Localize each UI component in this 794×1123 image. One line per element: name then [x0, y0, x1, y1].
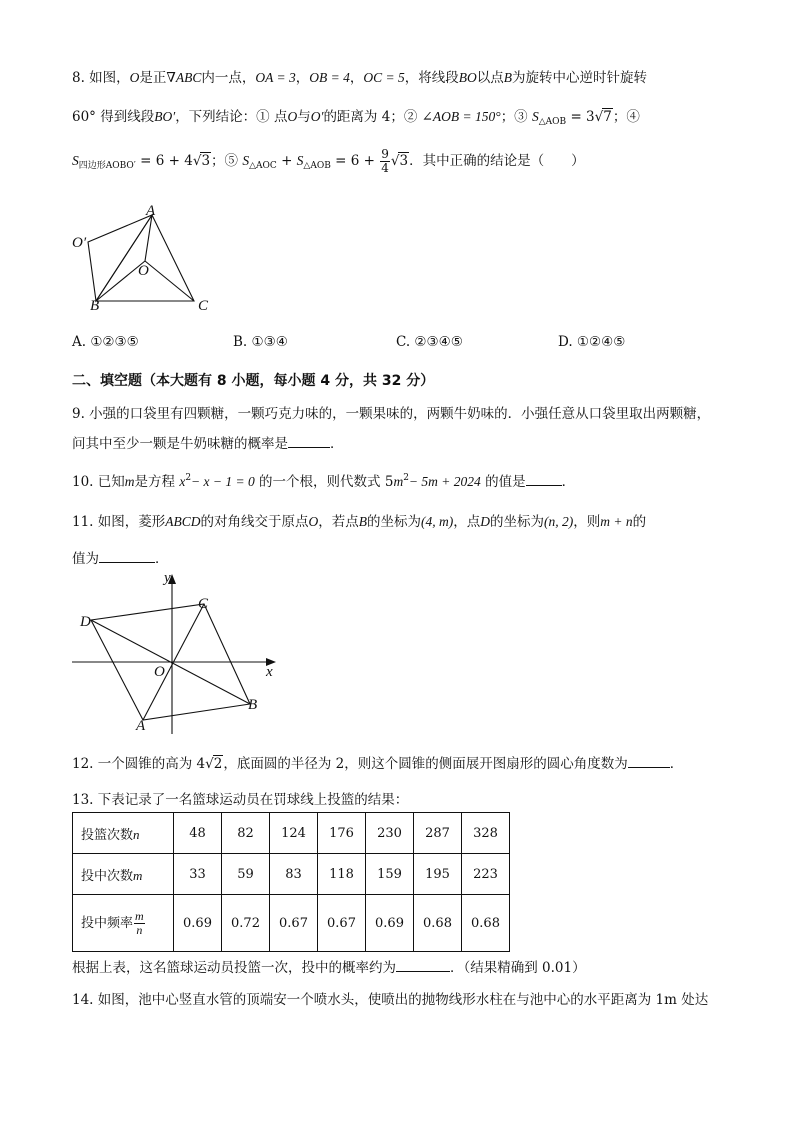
text: 值为: [72, 551, 99, 567]
text: 内一点，: [201, 70, 256, 86]
text: 投中次数: [81, 868, 134, 884]
option-d[interactable]: D. ①②④⑤: [558, 334, 626, 350]
q8-line3: $S_{四边形AOBO'} = 6 + 4√3$；⑤ $S_{\triangle AOC} + S_{\triangle AOB} = 6$ + $\frac{9}{4}$ √3．其中正确的结论是（ ）: [72, 147, 585, 175]
text: ，若点: [318, 514, 359, 530]
math: n: [133, 826, 140, 842]
fraction: [380, 148, 390, 175]
math: B: [358, 514, 368, 529]
text: ．（结果精确到 0.01）: [450, 960, 586, 976]
text: 是方程: [134, 474, 176, 490]
q8-line1: 8. 如图，O是正∇ABC内一点，OA = 3，OB = 4，OC = 5，将线段BO以点B为旋转中心逆时针旋转: [72, 70, 647, 86]
label-c: C: [198, 596, 209, 612]
table-cell: 223: [462, 854, 510, 895]
text: 的: [632, 514, 647, 530]
table-cell: 0.68: [462, 895, 510, 952]
q13-intro: 13. 下表记录了一名篮球运动员在罚球线上投篮的结果：: [72, 792, 409, 808]
text: = 6 +: [335, 153, 375, 169]
math: m + n: [600, 514, 633, 529]
text: 8. 如图，: [72, 70, 130, 86]
math: − 5m + 2024: [408, 474, 481, 489]
table-cell: 195: [414, 854, 462, 895]
text: +: [281, 153, 293, 169]
q13-after: [72, 956, 586, 976]
table-cell: 176: [318, 813, 366, 854]
table-row: [73, 854, 510, 895]
math: (4, m): [421, 514, 454, 529]
label-a: A: [136, 718, 146, 734]
label-b: B: [90, 298, 100, 314]
text: 12. 一个圆锥的高为 4: [72, 756, 206, 772]
radicand: 3: [399, 153, 409, 169]
fraction: [134, 910, 145, 937]
q8-line2: 60° 得到线段BO′，下列结论：① 点O与O′的距离为 4；② ∠AOB = 150°；③ $S_{\triangle AOB} = 3√7$；④: [72, 109, 640, 127]
radicand: 7: [603, 109, 612, 125]
math: S: [296, 153, 304, 168]
text: 问其中至少一颗是牛奶味糖的概率是: [72, 436, 288, 452]
section-heading: 二、填空题（本大题有 8 小题，每小题 4 分，共 32 分）: [72, 373, 435, 389]
text: ；④: [612, 109, 640, 125]
text: 根据上表，这名篮球运动员投篮一次，投中的概率约为: [72, 960, 396, 976]
text: ．: [155, 551, 169, 567]
table-cell: 0.68: [414, 895, 462, 952]
q9-line1: 9. 小强的口袋里有四颗糖，一颗巧克力味的，一颗果味的，两颗牛奶味的．小强任意从口袋里取出两颗糖，: [72, 406, 711, 422]
text: 的坐标为: [367, 514, 422, 530]
q12-line: 12. 一个圆锥的高为 4√2，底面圆的半径为 2，则这个圆锥的侧面展开图扇形的圆心角度数为 ．: [72, 752, 683, 772]
text: ，则: [573, 514, 601, 530]
math: O: [308, 514, 319, 529]
text: 与: [297, 109, 311, 125]
text: ；③: [500, 109, 528, 125]
label-o: O: [154, 664, 165, 680]
table-cell: 159: [366, 854, 414, 895]
answer-blank[interactable]: [526, 471, 562, 486]
label-a: A: [146, 203, 156, 219]
math: m: [124, 474, 135, 489]
segment-oa: [145, 215, 152, 261]
text: = 6 + 4: [140, 153, 193, 169]
option-c[interactable]: C. ②③④⑤: [396, 334, 463, 350]
triangle-abo-prime: [88, 215, 152, 301]
answer-blank[interactable]: [396, 957, 450, 972]
math: D: [480, 514, 491, 529]
text: ，下列结论：① 点: [175, 109, 288, 125]
text: 11. 如图，菱形: [72, 514, 166, 530]
text: 的对角线交于原点: [200, 514, 309, 530]
text: ；⑤: [211, 153, 239, 169]
answer-blank[interactable]: [288, 433, 330, 448]
subscript: 四边形AOBO′: [78, 161, 136, 171]
table-cell: 48: [174, 813, 222, 854]
label-x: x: [266, 664, 273, 680]
math: OC = 5: [363, 70, 405, 85]
denominator: n: [136, 922, 143, 937]
subscript: △AOC: [249, 161, 277, 171]
table-cell: 0.69: [174, 895, 222, 952]
text: 的距离为 4；② ∠: [323, 109, 433, 125]
math: OB = 4: [309, 70, 350, 85]
label-o-prime: O′: [72, 235, 87, 251]
q8-figure: [60, 195, 220, 320]
text: 60° 得到线段: [72, 109, 155, 125]
numerator: 9: [381, 147, 389, 161]
text: = 3: [570, 109, 595, 125]
table-cell: 124: [270, 813, 318, 854]
table-cell: 59: [222, 854, 270, 895]
math: x: [179, 474, 186, 489]
label-o: O: [138, 263, 149, 279]
row-header: [73, 895, 174, 952]
text: 的坐标为: [490, 514, 545, 530]
answer-blank[interactable]: [99, 548, 155, 563]
table-cell: 0.67: [318, 895, 366, 952]
math: BO′: [154, 109, 176, 124]
math: O′: [310, 109, 324, 124]
q11-line2: [72, 547, 169, 567]
label-c: C: [198, 298, 209, 314]
q11-figure: [60, 570, 290, 740]
text: 以点: [476, 70, 504, 86]
math: OA = 3: [255, 70, 296, 85]
math: S: [72, 153, 79, 168]
q10-line: [72, 470, 575, 490]
q9-line2: [72, 432, 344, 452]
math: B: [503, 70, 512, 85]
text: 的值是: [485, 474, 526, 490]
text: ，底面圆的半径为 2，则这个圆锥的侧面展开图扇形的圆心角度数为: [223, 756, 628, 772]
subscript: △AOB: [538, 117, 567, 127]
radicand: 3: [201, 153, 211, 169]
text: ．其中正确的结论是（ ）: [409, 153, 585, 169]
text: 为旋转中心逆时针旋转: [511, 70, 647, 86]
table-cell: 0.69: [366, 895, 414, 952]
text: 投中频率: [81, 915, 134, 931]
table-cell: 328: [462, 813, 510, 854]
label-y: y: [164, 570, 171, 586]
text: ．: [669, 756, 684, 772]
text: ．: [330, 436, 344, 452]
math: m: [393, 474, 404, 489]
label-b: B: [248, 697, 258, 713]
table-cell: 82: [222, 813, 270, 854]
text: ，点: [453, 514, 481, 530]
option-b[interactable]: B. ①③④: [233, 334, 288, 350]
superscript: 2: [185, 473, 192, 483]
math: S: [531, 109, 539, 124]
subscript: △AOB: [303, 161, 331, 171]
math: S: [242, 153, 250, 168]
math: m: [133, 867, 143, 883]
text: 投篮次数: [81, 827, 134, 843]
math: − x − 1 = 0: [191, 474, 255, 489]
math: O: [287, 109, 298, 124]
superscript: 2: [403, 473, 409, 483]
math: ABC: [175, 70, 202, 85]
table-cell: 33: [174, 854, 222, 895]
table-cell: 0.67: [270, 895, 318, 952]
table-cell: 118: [318, 854, 366, 895]
q11-line1: [72, 510, 646, 530]
table-cell: 0.72: [222, 895, 270, 952]
table-row: [73, 895, 510, 952]
table-cell: 83: [270, 854, 318, 895]
text: ，将线段: [404, 70, 459, 86]
table-cell: 230: [366, 813, 414, 854]
numerator: m: [135, 908, 144, 923]
row-header: [73, 813, 174, 854]
denominator: 4: [381, 161, 389, 175]
option-a[interactable]: A. ①②③⑤: [72, 334, 139, 350]
segment-oc: [145, 261, 194, 301]
math: BO: [458, 70, 477, 85]
shot-table: [72, 812, 510, 952]
answer-blank[interactable]: [628, 753, 670, 768]
text: ．: [561, 474, 576, 490]
math: O: [129, 70, 140, 85]
math: ABCD: [165, 514, 201, 529]
table-cell: 287: [414, 813, 462, 854]
text: 10. 已知: [72, 474, 125, 490]
text: 是正∇: [139, 70, 176, 86]
math: (n, 2): [544, 514, 574, 529]
q14-line1: 14. 如图，池中心竖直水管的顶端安一个喷水头，使喷出的抛物线形水柱在与池中心的水平距离为 1m 处达: [72, 992, 709, 1008]
table-row: [73, 813, 510, 854]
label-d: D: [80, 614, 91, 630]
row-header: [73, 854, 174, 895]
math: AOB = 150°: [432, 109, 501, 124]
radicand: 2: [213, 756, 223, 772]
text: 的一个根，则代数式 5: [259, 474, 394, 490]
